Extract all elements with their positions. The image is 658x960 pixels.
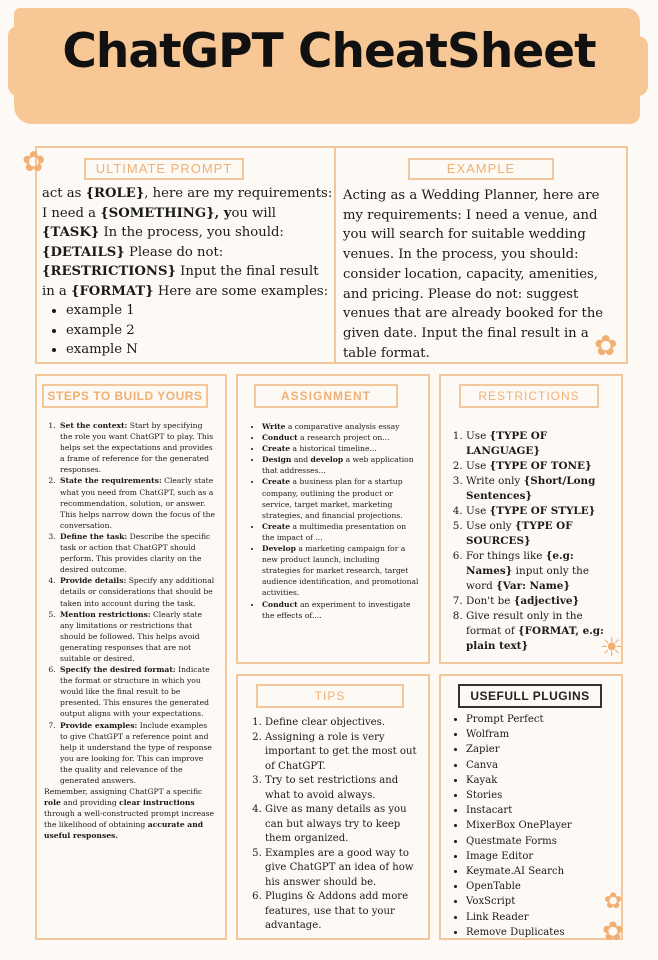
prompt-segment: {ROLE} xyxy=(85,186,145,201)
assignment-segment: a historical timeline... xyxy=(290,444,377,454)
tip-item: 2. Assigning a role is very important to get the most out of ChatGPT. xyxy=(265,731,425,775)
steps-footer-segment: clear instructions xyxy=(119,798,195,808)
step-text: Start by specifying the role you want ChatGPT to play. This helps set the expectations and provides a frame of reference for the generated responses. xyxy=(60,421,214,475)
step-item xyxy=(58,531,216,575)
steps-footer-segment: accurate and useful responses. xyxy=(44,820,204,841)
assignment-segment: Create xyxy=(262,477,291,487)
prompt-segment: act as xyxy=(42,186,86,201)
plugin-item: • Canva xyxy=(466,758,618,773)
steps-footer-segment: role xyxy=(44,798,61,808)
tip-item: 6. Plugins & Addons add more features, use that to your advantage. xyxy=(265,890,425,934)
plugin-item: • MixerBox OnePlayer xyxy=(466,818,618,833)
assignment-item xyxy=(262,476,420,520)
prompt-segment: {DETAILS} xyxy=(42,244,125,260)
assignment-content xyxy=(250,421,420,621)
restriction-item xyxy=(466,549,618,594)
tip-item: 4. Give as many details as you can but always try to keep them organized. xyxy=(265,803,425,847)
step-item xyxy=(58,420,216,475)
assignment-segment: a marketing campaign for a new product launch, including strategies for market research, target audience identification, and promotional activities. xyxy=(262,544,419,598)
restriction-segment: input only the word xyxy=(466,565,589,592)
step-heading: Provide details: xyxy=(60,576,127,586)
step-text: Indicate the format or structure in which you would like the final result to be presented. This ensures the generated output aligns with your expectations. xyxy=(60,665,210,719)
restriction-item xyxy=(466,474,618,504)
tips-content xyxy=(249,716,425,934)
restriction-segment: Use xyxy=(466,505,490,517)
step-heading: Mention restrictions: xyxy=(60,609,151,619)
assignment-item xyxy=(262,543,420,598)
restriction-segment: Write only xyxy=(466,475,524,487)
assignment-list xyxy=(250,421,420,621)
plugin-item: • Image Editor xyxy=(466,849,618,864)
step-item xyxy=(58,609,216,664)
prompt-segment: In the process, you should: xyxy=(99,225,284,240)
plugin-item: • Instacart xyxy=(466,803,618,818)
restriction-segment: {e.g: Names} xyxy=(466,550,574,577)
assignment-segment: Conduct xyxy=(262,599,298,609)
plugin-item: • Stories xyxy=(466,788,618,803)
assignment-label: ASSIGNMENT xyxy=(254,384,398,408)
prompt-segment: , here are my requirements: I need a xyxy=(42,186,333,221)
assignment-item xyxy=(262,432,420,443)
tips-list xyxy=(249,716,425,934)
step-heading: Specify the desired format: xyxy=(60,665,176,675)
assignment-item xyxy=(262,443,420,454)
restriction-segment: Don't be xyxy=(466,595,514,607)
plugin-item: • OpenTable xyxy=(466,879,618,894)
steps-footer-segment: and providing xyxy=(60,798,120,808)
step-item xyxy=(58,575,216,608)
assignment-segment: an experiment to investigate the effects of.... xyxy=(262,599,411,620)
restriction-segment: {TYPE OF SOURCES} xyxy=(466,520,573,547)
assignment-segment: a multimedia presentation on the impact of ... xyxy=(262,521,407,542)
prompt-segment: Input the final result in a xyxy=(42,264,319,299)
prompt-example-item: • example N xyxy=(66,340,334,360)
assignment-item xyxy=(262,599,420,621)
plugins-content xyxy=(450,712,618,940)
tip-item: 3. Try to set restrictions and what to avoid always. xyxy=(265,774,425,803)
plugins-label: USEFULL PLUGINS xyxy=(458,684,602,708)
restriction-segment: {TYPE OF LANGUAGE} xyxy=(466,430,548,457)
restriction-segment: {Var: Name} xyxy=(496,580,571,592)
restriction-segment: {adjective} xyxy=(513,595,580,607)
plugin-item: • Remove Duplicates xyxy=(466,925,618,940)
restriction-segment: Use only xyxy=(466,520,515,532)
restriction-segment: {FORMAT, e.g: plain text} xyxy=(466,625,604,652)
prompt-segment: Please do not: xyxy=(124,244,224,260)
restrictions-label: RESTRICTIONS xyxy=(459,384,599,408)
prompt-example-item: • example 1 xyxy=(66,301,334,321)
assignment-item xyxy=(262,454,420,476)
ultimate-prompt-text xyxy=(42,184,334,360)
assignment-segment: a research project on... xyxy=(297,433,390,443)
restriction-segment: For things like xyxy=(466,550,546,562)
flower-icon: ✿ xyxy=(604,889,623,914)
example-label: EXAMPLE xyxy=(408,158,554,180)
step-item xyxy=(58,664,216,719)
flower-icon: ✿ xyxy=(22,145,46,178)
restriction-item xyxy=(466,609,618,654)
restriction-segment: Use xyxy=(466,430,490,442)
restrictions-list xyxy=(450,429,618,654)
step-heading: Provide examples: xyxy=(60,720,138,730)
prompt-segment: {FORMAT} xyxy=(70,283,154,299)
plugin-item: • Prompt Perfect xyxy=(466,712,618,727)
assignment-segment: a business plan for a startup company, outlining the product or service, target market, marketing strategies, and financial projections. xyxy=(262,477,403,520)
restriction-item xyxy=(466,594,618,609)
sun-doodle-icon: ☀ xyxy=(600,633,624,663)
restriction-segment: {TYPE OF STYLE} xyxy=(489,505,596,517)
steps-list xyxy=(44,420,216,786)
restriction-item xyxy=(466,504,618,519)
assignment-segment: Create xyxy=(262,444,291,454)
prompt-segment: {SOMETHING}, y xyxy=(100,205,232,221)
assignment-segment: Create xyxy=(262,521,291,531)
assignment-item xyxy=(262,521,420,543)
plugin-item: • Wolfram xyxy=(466,727,618,742)
prompt-examples-list xyxy=(42,301,334,360)
assignment-segment: Design xyxy=(262,455,292,465)
plugin-item: • VoxScript xyxy=(466,894,618,909)
step-text: Clearly state any limitations or restrictions that should be followed. This helps avoid generating responses that are not suitable or desired. xyxy=(60,609,203,663)
assignment-segment: develop xyxy=(310,455,344,465)
plugin-item: • Link Reader xyxy=(466,910,618,925)
step-item xyxy=(58,475,216,530)
prompt-template xyxy=(42,186,332,299)
restriction-item xyxy=(466,459,618,474)
step-text: Describe the specific task or action that ChatGPT should perform. This provides clarity on the desired outcome. xyxy=(60,531,211,575)
restriction-segment: {Short/Long Sentences} xyxy=(466,475,596,502)
steps-footer xyxy=(44,786,216,841)
steps-footer-segment: through a well-constructed prompt increase the likelihood of obtaining xyxy=(44,809,215,830)
step-text: Clearly state what you need from ChatGPT, such as a recommendation, solution, or answer. This helps narrow down the focus of the conversation. xyxy=(60,476,216,530)
restriction-segment: Give result only in the format of xyxy=(466,610,583,637)
plugin-item: • Keymate.AI Search xyxy=(466,864,618,879)
steps-content xyxy=(44,420,216,842)
restrictions-content xyxy=(450,429,618,654)
prompt-example-item: • example 2 xyxy=(66,321,334,341)
assignment-segment: and xyxy=(291,455,311,465)
step-text: Include examples to give ChatGPT a reference point and help it understand the type of response you are looking for. This can improve the quality and relevance of the generated answers. xyxy=(60,720,212,785)
restriction-item xyxy=(466,429,618,459)
prompt-segment: Here are some examples: xyxy=(153,283,329,299)
restriction-item xyxy=(466,519,618,549)
steps-label: STEPS TO BUILD YOURS xyxy=(42,384,208,408)
step-item xyxy=(58,720,216,787)
step-heading: Set the context: xyxy=(60,421,128,430)
steps-footer-segment: Remember, assigning ChatGPT a specific xyxy=(44,787,203,797)
assignment-segment: a comparative analysis essay xyxy=(285,422,400,431)
prompt-segment: {RESTRICTIONS} xyxy=(42,264,176,279)
plugin-item: • Kayak xyxy=(466,773,618,788)
assignment-segment: Write xyxy=(262,422,286,431)
flower-icon: ✿ xyxy=(594,329,618,362)
restriction-segment: {TYPE OF TONE} xyxy=(489,460,592,472)
assignment-item xyxy=(262,421,420,432)
prompt-segment: {TASK} xyxy=(42,225,100,240)
plugins-list xyxy=(450,712,618,940)
tips-label: TIPS xyxy=(256,684,404,708)
step-heading: State the requirements: xyxy=(60,476,162,486)
flower-icon: ✿ xyxy=(602,917,624,947)
step-heading: Define the task: xyxy=(60,531,128,541)
example-text: Acting as a Wedding Planner, here are my requirements: I need a venue, and you will search for suitable wedding venues. In the process, you should: consider location, capacity, amenities, and pricing. Please do not: suggest venues that are already booked for the given date. Input the final result in a table format. xyxy=(343,188,604,361)
assignment-segment: a web application that addresses... xyxy=(262,455,414,476)
tip-item: 1. Define clear objectives. xyxy=(265,716,425,731)
plugin-item: • Zapier xyxy=(466,742,618,757)
assignment-segment: Conduct xyxy=(262,433,298,443)
assignment-segment: Develop xyxy=(262,544,296,554)
tip-item: 5. Examples are a good way to give ChatGPT an idea of how his answer should be. xyxy=(265,847,425,891)
restriction-segment: Use xyxy=(466,460,490,472)
step-text: Specify any additional details or considerations that should be taken into account during the task. xyxy=(60,576,215,608)
prompt-segment: ou will xyxy=(231,205,277,221)
ultimate-prompt-label: ULTIMATE PROMPT xyxy=(84,158,244,180)
plugin-item: • Questmate Forms xyxy=(466,834,618,849)
page-title: ChatGPT CheatSheet xyxy=(62,24,596,79)
